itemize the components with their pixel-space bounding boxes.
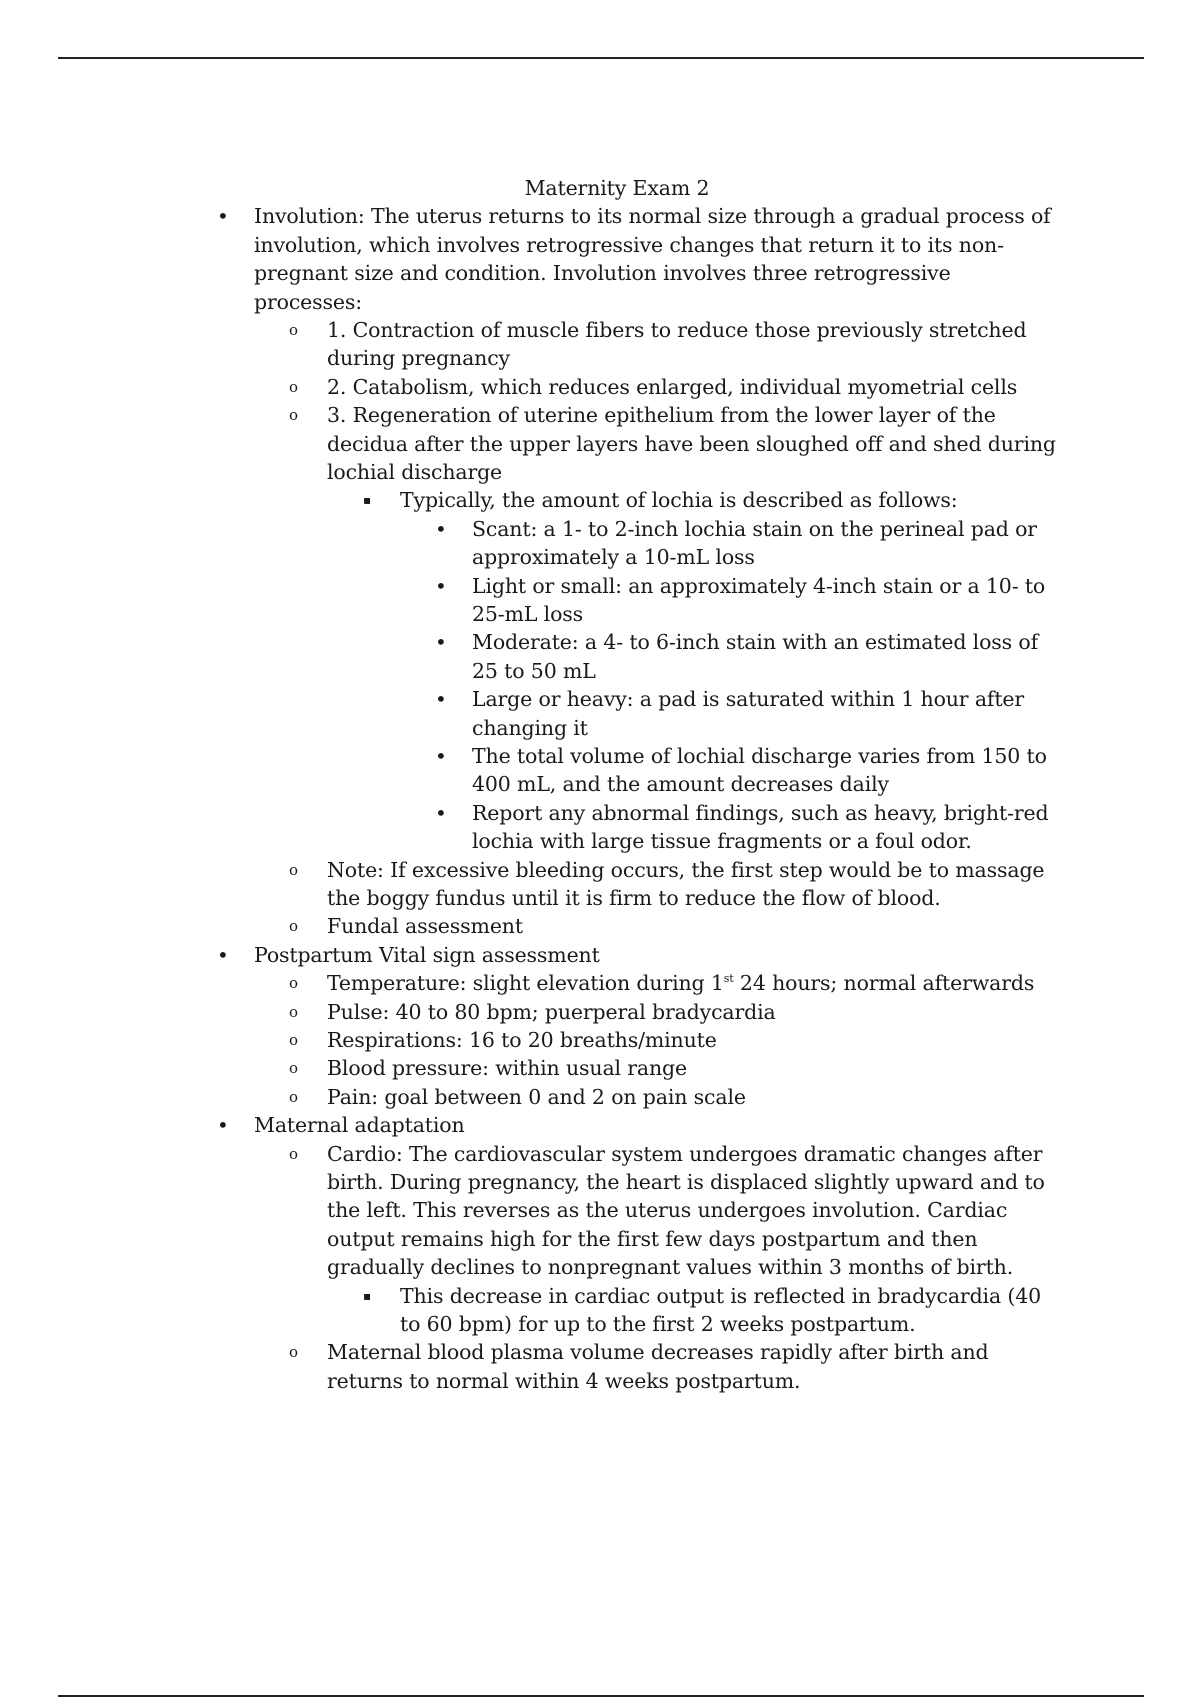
bullet-disc-icon: • (435, 630, 447, 655)
process-3-text: 3. Regeneration of uterine epithelium from the lower layer of the decidua after the upper layers have been sloughed off and shed during lochial discharge (327, 403, 1056, 484)
temperature-text-end: 24 hours; normal afterwards (733, 971, 1035, 996)
bullet-circle-icon: o (289, 917, 298, 936)
bullet-circle-icon: o (289, 1087, 298, 1106)
lochia-item-text: Scant: a 1- to 2-inch lochia stain on the perineal pad or approximately a 10-mL loss (472, 516, 1037, 570)
list-item-involution (217, 202, 1054, 316)
involution-text: Involution: The uterus returns to its normal size through a gradual process of involution, which involves retrogressive changes that return it to its non-pregnant size and condition. Involution involves three retrogressive processes: (254, 204, 1051, 314)
list-item-plasma (289, 1338, 1057, 1395)
lochia-item-text: Large or heavy: a pad is saturated within 1 hour after changing it (472, 687, 1025, 740)
bullet-circle-icon: o (289, 860, 298, 879)
list-item-pain (289, 1083, 1057, 1111)
list-item-blood-pressure (289, 1054, 1057, 1082)
bullet-disc-icon: • (435, 800, 447, 825)
list-item-process-1 (289, 316, 1057, 373)
list-item-vitals (217, 941, 1054, 969)
lochia-item-text: Report any abnormal findings, such as heavy, bright-red lochia with large tissue fragments or a foul odor. (472, 800, 1049, 854)
list-item-cardio (289, 1140, 1057, 1282)
vitals-heading: Postpartum Vital sign assessment (254, 942, 600, 967)
pulse-text: Pulse: 40 to 80 bpm; puerperal bradycardia (327, 999, 776, 1024)
document-title: Maternity Exam 2 (524, 176, 710, 200)
header-rule (58, 57, 1144, 59)
bullet-square-icon: ▪ (363, 1288, 371, 1303)
note-text: Note: If excessive bleeding occurs, the first step would be to massage the boggy fundus until it is firm to reduce the flow of blood. (327, 857, 1045, 910)
list-item-lochia-scant (435, 515, 1062, 572)
bullet-disc-icon: • (435, 516, 447, 541)
cardio-sub-text: This decrease in cardiac output is reflected in bradycardia (40 to 60 bpm) for up to the first 2 weeks postpartum. (400, 1283, 1042, 1336)
bullet-circle-icon: o (289, 1002, 298, 1021)
list-item-lochia-intro (363, 486, 1060, 514)
bullet-disc-icon: • (217, 204, 229, 229)
bullet-square-icon: ▪ (363, 493, 371, 508)
lochia-item-text: Light or small: an approximately 4-inch stain or a 10- to 25-mL loss (472, 573, 1046, 626)
pain-text: Pain: goal between 0 and 2 on pain scale (327, 1084, 746, 1109)
fundal-text: Fundal assessment (327, 914, 523, 939)
list-item-note (289, 856, 1057, 913)
bullet-circle-icon: o (289, 974, 298, 993)
bullet-circle-icon: o (289, 321, 298, 339)
temperature-text: Temperature: slight elevation during 1 (327, 971, 724, 996)
lochia-intro-text: Typically, the amount of lochia is described as follows: (400, 488, 958, 513)
list-item-lochia-moderate (435, 628, 1062, 685)
maternal-heading: Maternal adaptation (254, 1113, 465, 1138)
process-2-text: 2. Catabolism, which reduces enlarged, individual myometrial cells (327, 374, 1018, 399)
list-item-cardio-sub (363, 1282, 1060, 1339)
blood-pressure-text: Blood pressure: within usual range (327, 1056, 688, 1081)
respirations-text: Respirations: 16 to 20 breaths/minute (327, 1028, 717, 1052)
list-item-lochia-heavy (435, 685, 1062, 742)
list-item-temperature (289, 969, 1057, 997)
ordinal-suffix: st (723, 972, 734, 986)
list-item-lochia-light (435, 572, 1062, 629)
footer-rule (58, 1695, 1144, 1697)
bullet-disc-icon: • (217, 942, 229, 967)
bullet-disc-icon: • (435, 744, 447, 768)
bullet-circle-icon: o (289, 406, 298, 425)
lochia-item-text: Moderate: a 4- to 6-inch stain with an estimated loss of 25 to 50 mL (472, 630, 1039, 683)
list-item-pulse (289, 998, 1057, 1026)
cardio-text: Cardio: The cardiovascular system undergoes dramatic changes after birth. During pregnancy, the heart is displaced slightly upward and to the left. This reverses as the uterus undergoes involution. Cardiac output remains high for the first few days postpartum and then gradually declines to nonpregnant values within 3 months of birth. (327, 1141, 1045, 1280)
bullet-disc-icon: • (435, 687, 447, 712)
list-item-lochia-report (435, 799, 1062, 856)
bullet-circle-icon: o (289, 1343, 298, 1362)
list-item-lochia-total (435, 742, 1062, 799)
bullet-circle-icon: o (289, 1144, 298, 1163)
list-item-process-3 (289, 401, 1057, 486)
bullet-circle-icon: o (289, 1059, 298, 1078)
list-item-process-2 (289, 373, 1057, 401)
process-1-text: 1. Contraction of muscle fibers to reduce those previously stretched during pregnancy (327, 318, 1027, 371)
bullet-disc-icon: • (217, 1113, 229, 1138)
list-item-fundal (289, 912, 1057, 940)
list-item-maternal (217, 1111, 1054, 1139)
plasma-text: Maternal blood plasma volume decreases rapidly after birth and returns to normal within 4 weeks postpartum. (327, 1340, 989, 1393)
bullet-disc-icon: • (435, 573, 447, 598)
list-item-respirations (289, 1026, 1057, 1054)
lochia-item-text: The total volume of lochial discharge varies from 150 to 400 mL, and the amount decreases daily (472, 744, 1047, 797)
bullet-circle-icon: o (289, 377, 298, 396)
bullet-circle-icon: o (289, 1031, 298, 1049)
